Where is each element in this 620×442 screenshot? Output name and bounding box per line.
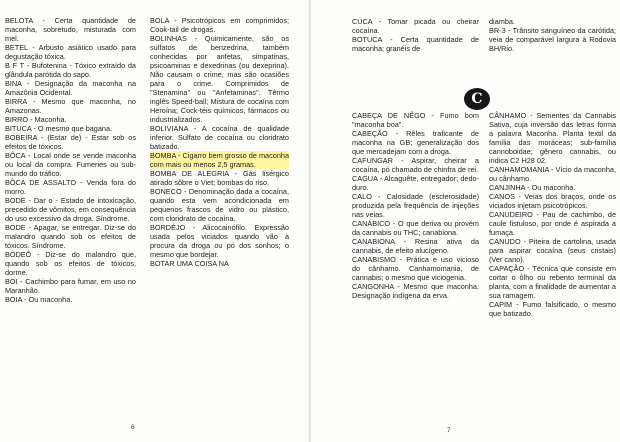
entry-capacao: CAPAÇÃO - Técnica que consiste em cortar o ôlho ou rebento terminal da planta, com a finalidade de aumentar a sua ramagem. bbox=[489, 264, 616, 300]
right-page-top-column-2 bbox=[489, 17, 616, 53]
entry-canhamo: CÂNHAMO - Sementes da Cannabis Sativa, cuja inversão das letras forma a palavra Maconha. Planta textil da família das moráceas; sub-família cannoboidae; gênero cannabis, ou indica C2 H28 02. bbox=[489, 111, 616, 165]
entry-botar-uma-coisa-na: BOTAR UMA COISA NA bbox=[150, 259, 229, 268]
entry-bola: BOLA - Psicotrópicos em comprimidos; Cook-tail de drogas. bbox=[150, 16, 289, 34]
entry-boia: BOIA - Ou maconha. bbox=[5, 295, 73, 304]
entry-bomba: BOMBA - Cigarro bem grosso de maconha com mais ou menos 2,5 gramas. bbox=[150, 151, 289, 169]
entry-birra: BIRRA - Mesmo que maconha, no Amazonas. bbox=[5, 97, 136, 115]
entry-calo: CALO - Calosidade (esclerosidade) produzida pela frequência de injeções nas veias. bbox=[352, 192, 479, 219]
right-page-column-2 bbox=[489, 111, 616, 318]
entry-canabismo: CANABISMO - Prática e uso vicioso do cânhamo. Canhamomania, de cannabis; o mesmo que viciogenia. bbox=[352, 255, 479, 282]
entry-canos: CANOS - Veias dos braços, onde os viciados injetam psicotrópicos. bbox=[489, 192, 616, 210]
entry-canudo: CANUDO - Piteira de cartolina, usada para aspirar cocaína (seus cristais) (Ver cano). bbox=[489, 237, 616, 264]
entry-br-3: BR-3 - Trânsito sanguíneo da carótida; veia de comparável largura à Rodovia BH/Rio. bbox=[489, 26, 616, 53]
entry-cagua: CAGUA - Alcaguête, entregador; dedo-duro. bbox=[352, 174, 479, 192]
entry-bituca: BITUCA - O mesmo que bagana. bbox=[5, 124, 113, 133]
entry-cabeca-de-nego: CABEÇA DE NÊGO - Fumo bom "maconha boa". bbox=[352, 111, 479, 129]
entry-diamba-continuation: diamba. bbox=[489, 17, 515, 26]
page-number-left: 6 bbox=[131, 424, 135, 431]
left-page bbox=[0, 0, 309, 442]
entry-cangonha: CANGONHA - Mesmo que maconha. Designação indígena da erva. bbox=[352, 282, 479, 300]
entry-bordejo: BORDÉJO - Alicocainófilo. Expressão usada pelos viciados quando vão à procura da droga ou pó dos sonhos; o mesmo que bordejar. bbox=[150, 223, 289, 259]
entry-canabiona: CANABIONA - Resina ativa da cannabis, de efeito alucígeno. bbox=[352, 237, 479, 255]
entry-belota: BELOTA - Certa quantidade de maconha, sobretudo, misturada com mel. bbox=[5, 16, 136, 43]
entry-canhamomania: CANHAMOMANIA - Vício da maconha, ou cânhamo. bbox=[489, 165, 616, 183]
entry-bolinhas: BOLINHAS - Quimicamente, são os sulfatos de benzedrina, também conhecidas por anfetas, simpatinas, psicoaminas e dexedrinas (ou dexeprina). Não causam o crime, mas são ocasiões para o crime. Comprimidos de "Stenamina" ou "Anfetaminas". Têrmo inglês Speed-ball; Mistura de cocaína com Heroína; Cock-téis químicos, fármacos ou industrializados. bbox=[150, 34, 289, 124]
entry-bode-2: BODE - Apagar, se entregar. Diz-se do malandro quando sob os efeitos de tóxicos. Síndrome. bbox=[5, 223, 136, 250]
entry-botuca: BOTUCA - Certa quantidade de maconha; granéis de bbox=[352, 35, 479, 53]
entry-birro: BIRRO - Maconha. bbox=[5, 115, 67, 124]
entry-bina: BINA - Designação da maconha na Amazônia Ocidental. bbox=[5, 79, 136, 97]
entry-boliviana: BOLIVIANA - A cocaína de qualidade inferior. Sulfato de cocaína ou cloridrato batizado. bbox=[150, 124, 289, 151]
left-page-column-1 bbox=[5, 16, 136, 304]
entry-canjinha: CANJINHA - Ou maconha. bbox=[489, 183, 576, 192]
entry-capim: CAPIM - Fumo falsificado, o mesmo que batizado. bbox=[489, 300, 616, 318]
entry-betel: BETEL - Arbusto asiático usado para degustação tóxica. bbox=[5, 43, 136, 61]
entry-canabico: CANÁBICO - O que deriva ou provém da cannabis ou THC; canabiona. bbox=[352, 219, 479, 237]
entry-cuca: CUCA - Tomar picada ou cheirar cocaína. bbox=[352, 17, 479, 35]
right-page bbox=[311, 0, 620, 442]
entry-bomba-de-alegria: BOMBA DE ALEGRIA - Gás lisérgico atirado sôbre o Viet; bombas do riso. bbox=[150, 169, 289, 187]
entry-boca-de-assalto: BÔCA DE ASSALTO - Venda fora do morro. bbox=[5, 178, 136, 196]
entry-boca: BÔCA - Local onde se vende maconha ou local da compra. Fumeries ou sub-mundo do tráfico. bbox=[5, 151, 136, 178]
entry-cabecao: CABEÇÃO - Rêles traficante de maconha na GB; generalização dos que mercadejam com a droga. bbox=[352, 129, 479, 156]
entry-bobeira: BOBEIRA - (Estar de) - Estar sob os efeitos de tóxicos. bbox=[5, 133, 136, 151]
section-letter-c-badge: C bbox=[464, 88, 490, 110]
left-page-column-2 bbox=[150, 16, 289, 268]
entry-bode-1: BODE - Dar o - Estado de intoxicação, precedido de vômitos, em consequência do uso excessivo da droga. Síndrome. bbox=[5, 196, 136, 223]
right-page-top-column-1 bbox=[352, 17, 479, 53]
entry-bodeo: BODEÔ - Diz-se do malandro que, quando sob os efeitos de tóxicos, dorme. bbox=[5, 250, 136, 277]
right-page-column-1 bbox=[352, 111, 479, 300]
entry-bft: B F T - Bufotenina - Tóxico extraído da glândula parótida do sapo. bbox=[5, 61, 136, 79]
entry-cafungar: CAFUNGAR - Aspirar, cheirar a cocaína, pó chamado de chinfra de rei. bbox=[352, 156, 479, 174]
page-number-right: 7 bbox=[447, 427, 451, 434]
entry-boneco: BONECO - Denominação dada a cocaína, quando esta vem acondicionada em pequenos frascos de vidro ou plástico, com cloridrato de cocaína. bbox=[150, 187, 289, 223]
entry-boi: BOI - Cachimbo para fumar, em uso no Maranhão. bbox=[5, 277, 136, 295]
entry-canudeiro: CANUDEIRO - Pau de cachimbo, de caule fistuloso, por onde é aspirada a fumaça. bbox=[489, 210, 616, 237]
